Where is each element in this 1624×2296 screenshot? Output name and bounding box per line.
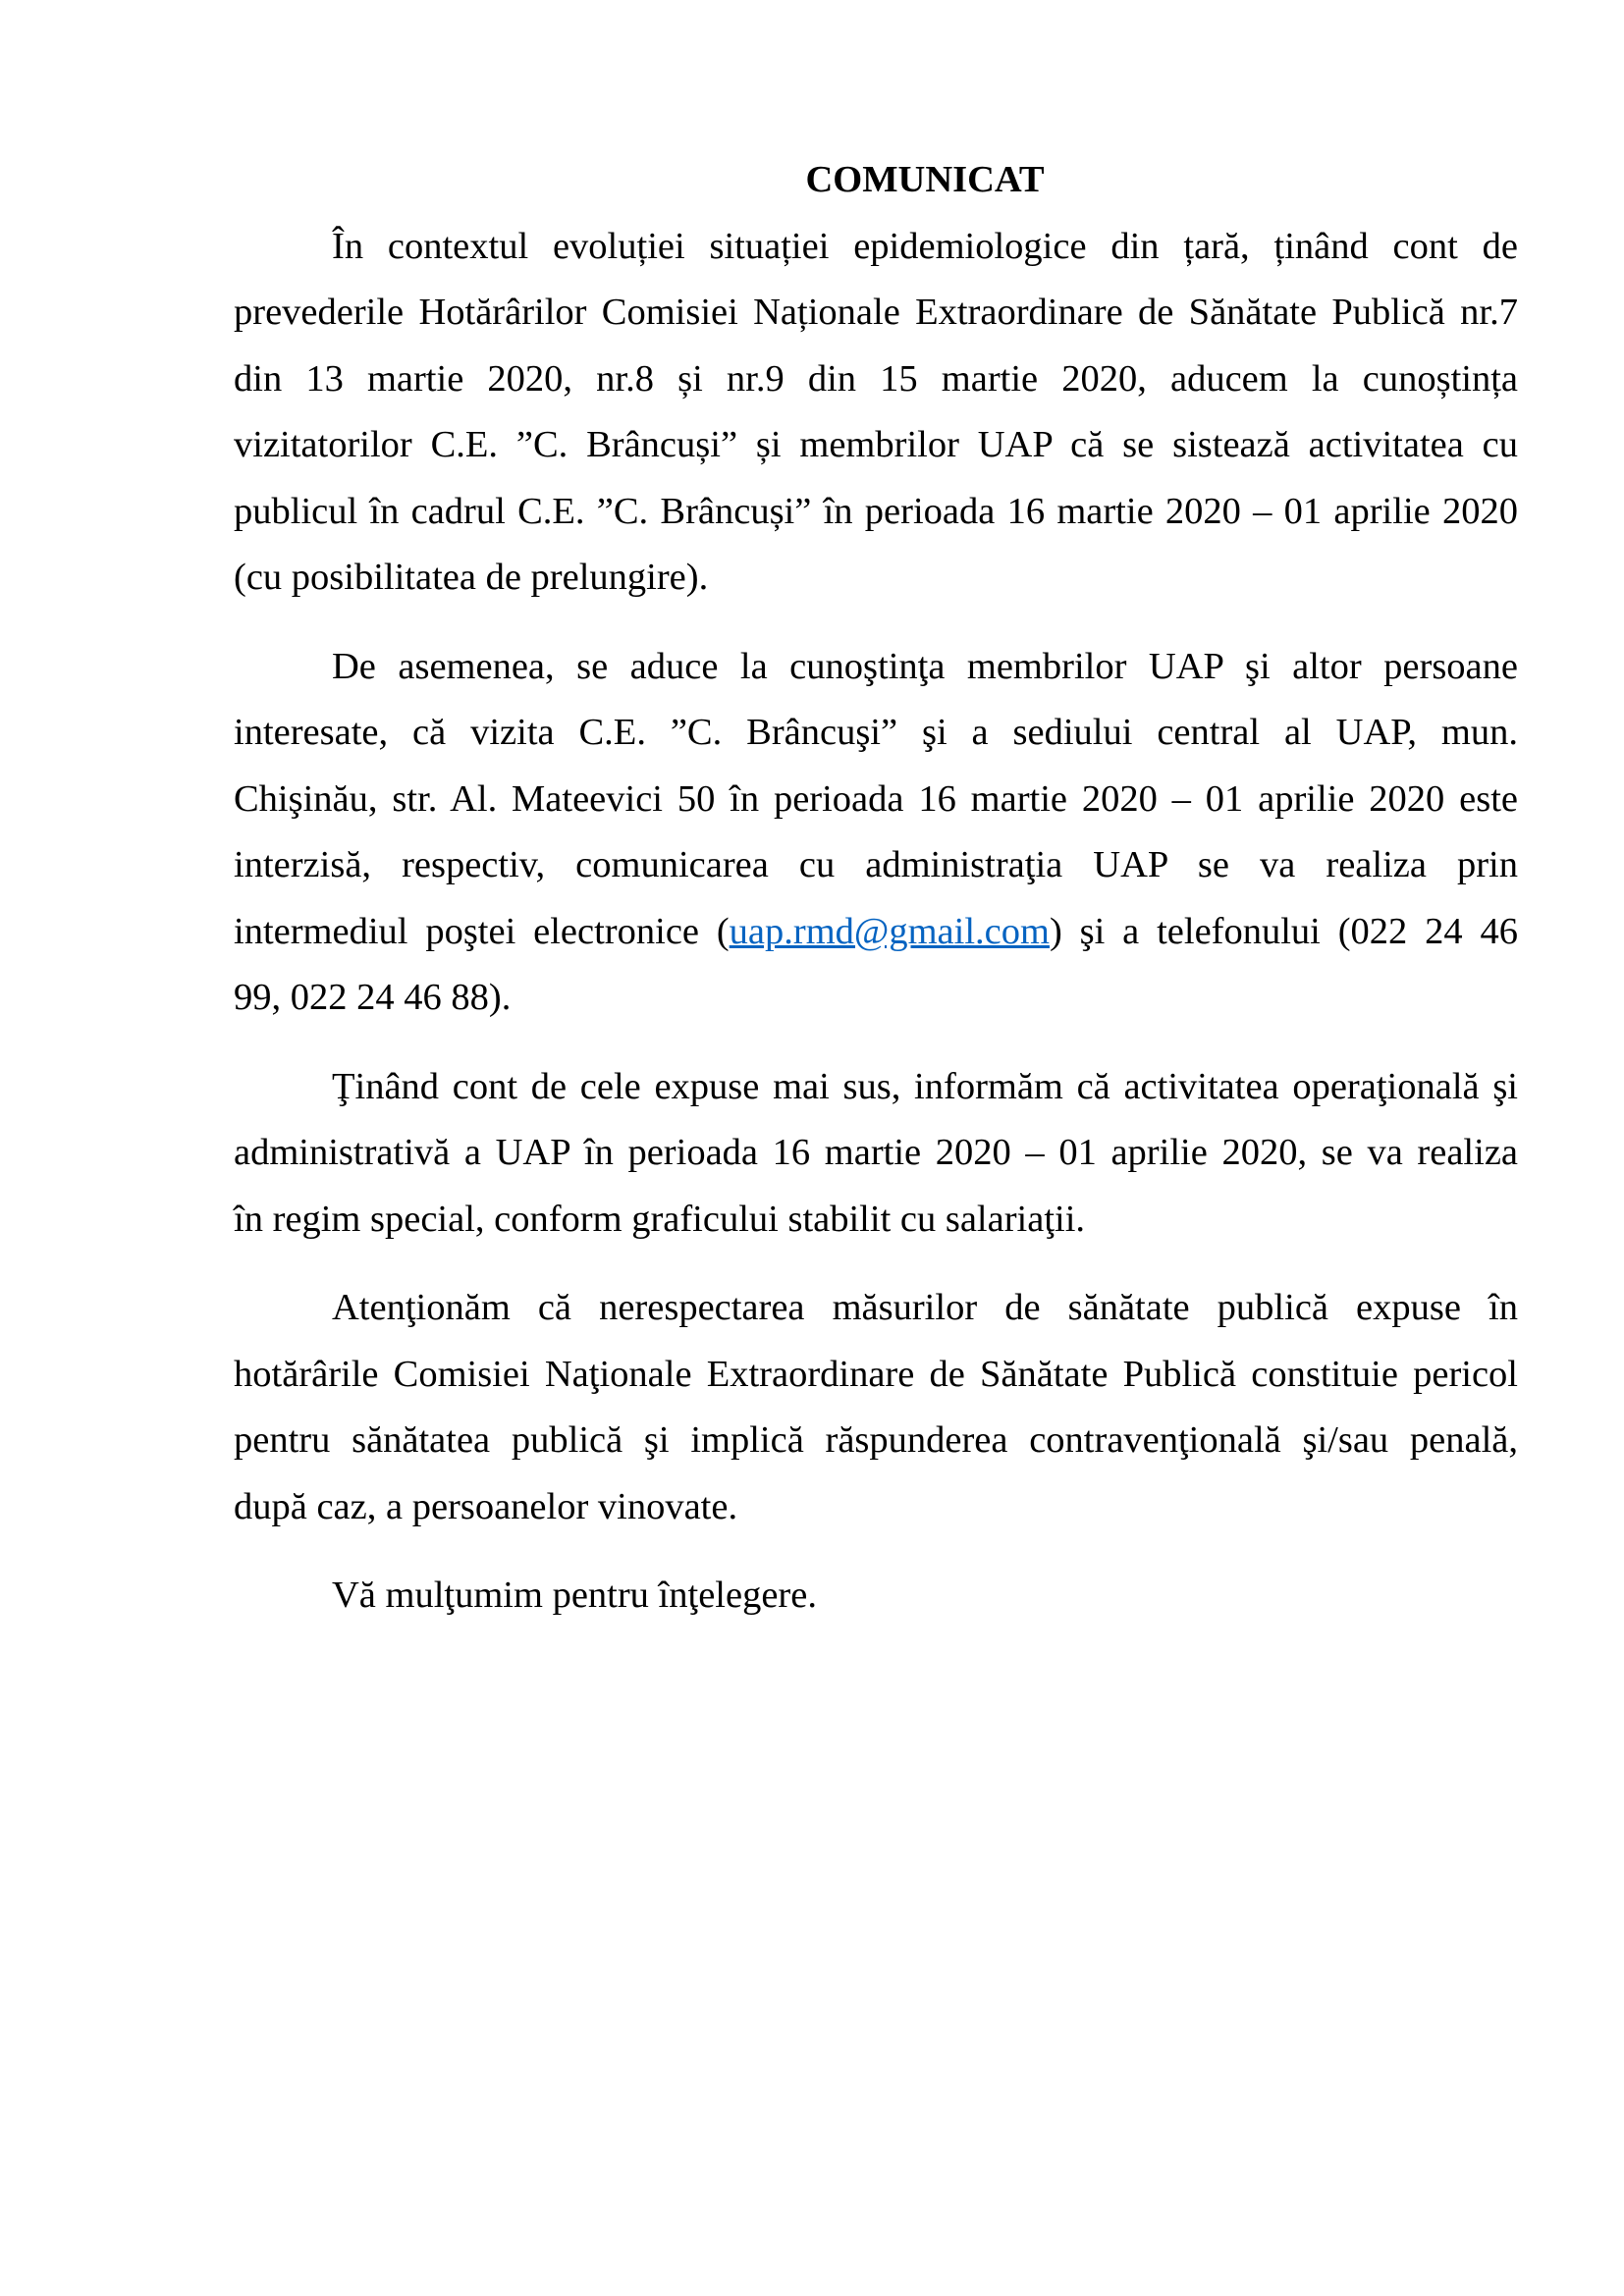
paragraph-warning <box>234 1275 1518 1540</box>
paragraph-thanks <box>234 1563 1518 1629</box>
text-line: De asemenea, se aduce la cunoştinţa membrilor UAP şi altor persoane <box>332 645 1518 687</box>
email-link[interactable]: uap.rmd@gmail.com <box>729 910 1050 952</box>
text-line: 99, 022 24 46 88). <box>234 977 512 1018</box>
text-line: Vă mulţumim pentru înţelegere. <box>332 1575 817 1616</box>
paragraph-context <box>234 214 1518 612</box>
document-title: COMUNICAT <box>805 159 1045 200</box>
text-line: În contextul evoluției situației epidemiologice din țară, ținând cont de <box>332 225 1518 267</box>
paragraph-operational-activity <box>234 1054 1518 1254</box>
text-line: hotărârile Comisiei Naţionale Extraordinare de Sănătate Publică constituie pericol <box>234 1353 1518 1395</box>
text-line: din 13 martie 2020, nr.8 și nr.9 din 15 martie 2020, aducem la cunoștința <box>234 357 1518 400</box>
text-line: Ţinând cont de cele expuse mai sus, informăm că activitatea operaţională şi <box>332 1065 1518 1107</box>
text-segment: ) şi a telefonului (022 24 46 <box>1049 910 1518 952</box>
text-line: Atenţionăm că nerespectarea măsurilor de sănătate publică expuse în <box>332 1287 1518 1328</box>
text-line: interzisă, respectiv, comunicarea cu administraţia UAP se va realiza prin <box>234 844 1518 885</box>
text-segment: intermediul poştei electronice ( <box>234 910 730 952</box>
paragraph-access-restriction <box>234 634 1518 1032</box>
text-line: prevederile Hotărârilor Comisiei Naționale Extraordinare de Sănătate Publică nr.7 <box>234 292 1518 333</box>
text-line: pentru sănătatea publică şi implică răspunderea contravenţională şi/sau penală, <box>234 1419 1518 1461</box>
text-line: Chişinău, str. Al. Mateevici 50 în perioada 16 martie 2020 – 01 aprilie 2020 este <box>234 777 1518 820</box>
text-line: în regim special, conform graficului stabilit cu salariaţii. <box>234 1198 1086 1240</box>
document-body <box>234 147 1518 1652</box>
text-line: (cu posibilitatea de prelungire). <box>234 557 709 598</box>
text-line-with-email <box>234 899 1518 966</box>
text-line: vizitatorilor C.E. ”C. Brâncuși” și membrilor UAP că se sistează activitatea cu <box>234 424 1518 465</box>
text-line: publicul în cadrul C.E. ”C. Brâncuși” în perioada 16 martie 2020 – 01 aprilie 2020 <box>234 490 1518 532</box>
text-line: după caz, a persoanelor vinovate. <box>234 1485 738 1527</box>
text-line: interesate, că vizita C.E. ”C. Brâncuşi” şi a sediului central al UAP, mun. <box>234 712 1518 753</box>
text-line: administrativă a UAP în perioada 16 martie 2020 – 01 aprilie 2020, se va realiza <box>234 1132 1518 1173</box>
